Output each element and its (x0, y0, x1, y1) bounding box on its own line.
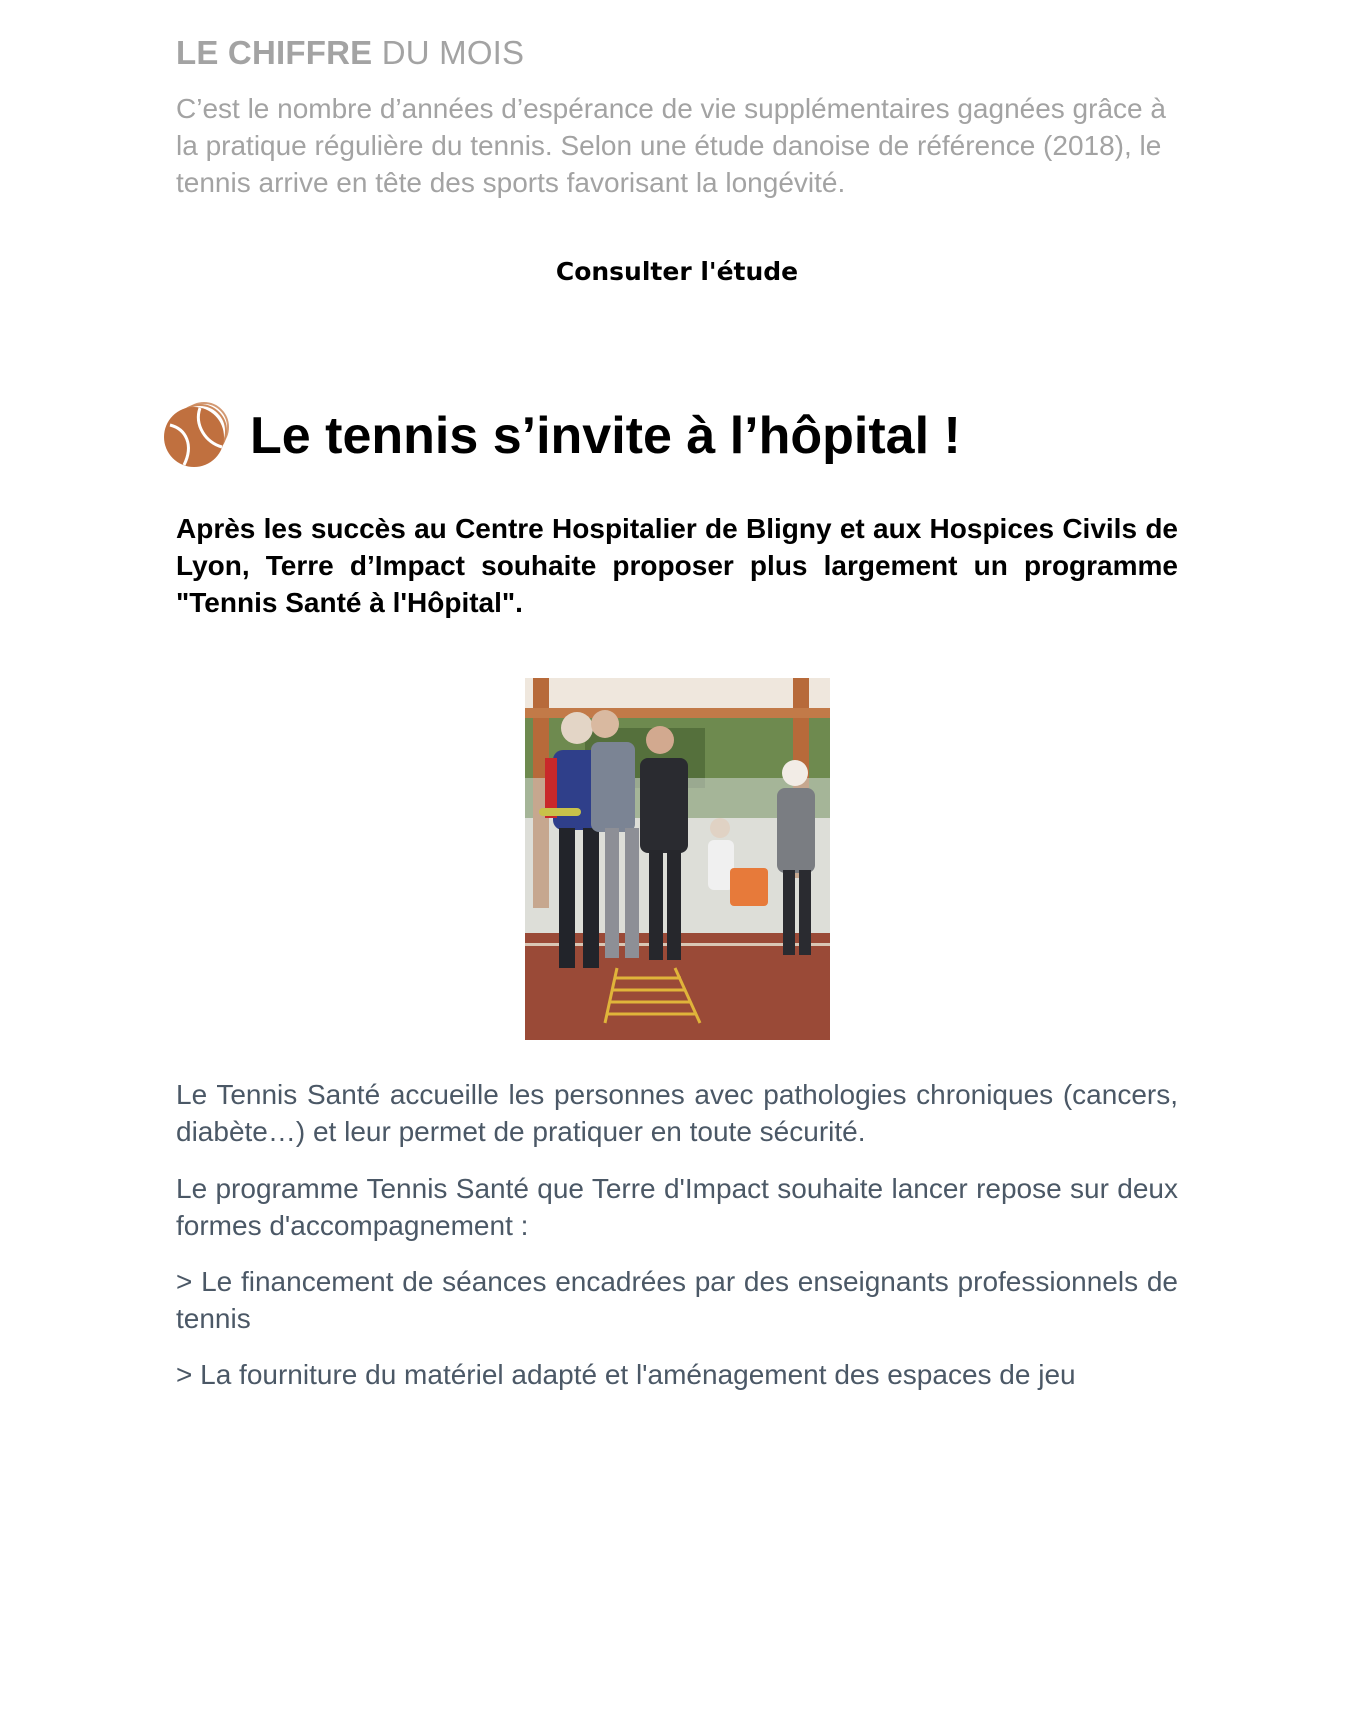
stat-heading-rest: DU MOIS (372, 34, 525, 71)
consult-study-link[interactable]: Consulter l'étude (555, 257, 799, 286)
stat-heading-bold: LE CHIFFRE (176, 34, 373, 71)
stat-description: C’est le nombre d’années d’espérance de vie supplémentaires gagnées grâce à la pratique régulière du tennis. Selon une étude danoise de référence (2018), le tennis arrive en tête des sports favorisant la longévité. (176, 93, 1166, 198)
tennis-ball-body (164, 407, 224, 467)
paragraph-2: Le programme Tennis Santé que Terre d'Impact souhaite lancer repose sur deux formes d'accompagnement : (176, 1173, 1178, 1241)
tennis-ball-icon (160, 399, 232, 471)
section-title: Le tennis s’invite à l’hôpital ! (250, 407, 961, 465)
paragraph-4: > La fourniture du matériel adapté et l'aménagement des espaces de jeu (176, 1359, 1076, 1390)
paragraph-3: > Le financement de séances encadrées par des enseignants professionnels de tennis (176, 1266, 1178, 1334)
paragraph-1: Le Tennis Santé accueille les personnes avec pathologies chroniques (cancers, diabète…) et leur permet de pratiquer en toute sécurité. (176, 1079, 1178, 1147)
tennis-sante-photo (525, 678, 830, 1040)
section-intro: Après les succès au Centre Hospitalier de Bligny et aux Hospices Civils de Lyon, Terre d’Impact souhaite proposer plus largement un programme "Tennis Santé à l'Hôpital". (176, 513, 1178, 618)
stat-heading (176, 34, 524, 72)
